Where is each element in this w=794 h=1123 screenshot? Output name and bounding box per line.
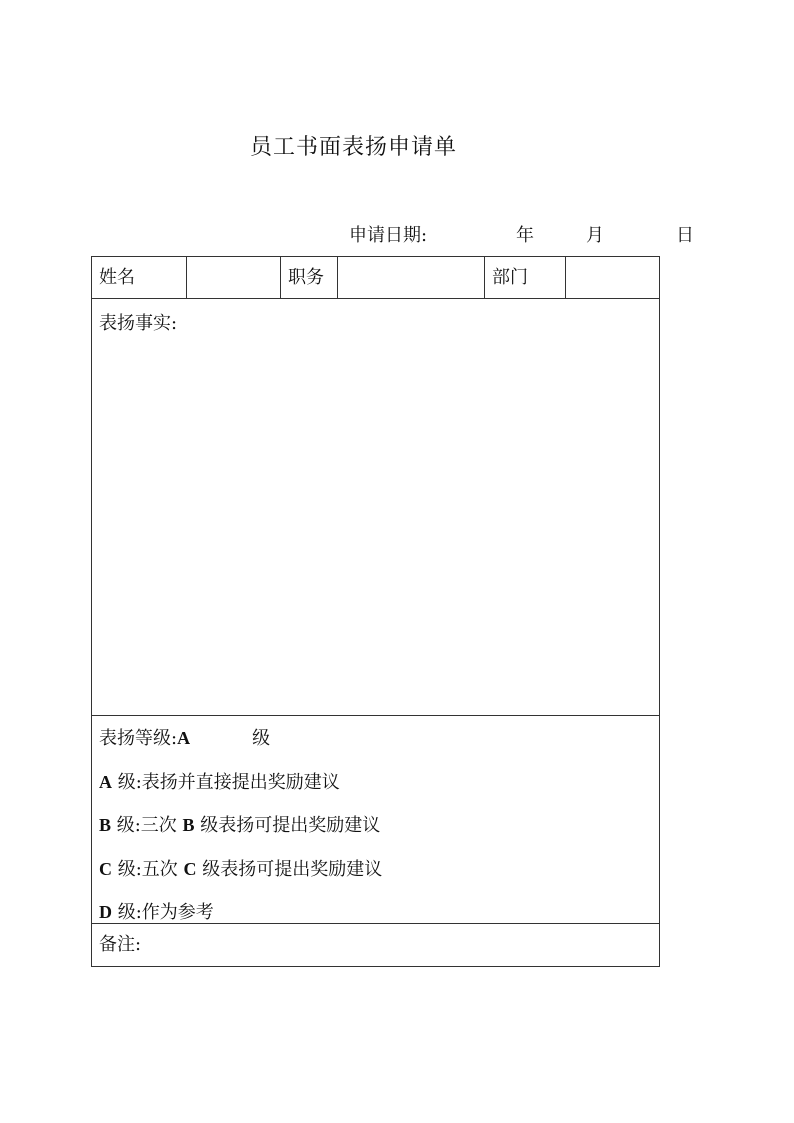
position-field[interactable] [338,257,485,298]
level-b-description: B 级:三次 B 级表扬可提出奖励建议 [99,815,381,836]
commendation-levels [92,716,659,924]
department-label: 部门 [485,257,566,298]
level-selection [99,724,652,768]
commendation-form [91,256,660,967]
month-label: 月 [586,225,604,246]
level-c-description: C 级:五次 C 级表扬可提出奖励建议 [99,858,383,880]
level-suffix: 级 [252,728,271,749]
facts-label: 表扬事实: [99,313,178,334]
day-label: 日 [676,225,694,246]
department-field[interactable] [566,257,659,298]
level-a-description: A 级:表扬并直接提出奖励建议 [99,771,340,793]
selected-level[interactable]: A [177,728,191,748]
level-label: 表扬等级: [99,728,178,749]
name-field[interactable] [187,257,281,298]
page-title: 员工书面表扬申请单 [250,135,458,160]
commendation-facts-field[interactable] [92,299,659,716]
employee-info-row [92,257,659,299]
position-label: 职务 [281,257,338,298]
date-label: 申请日期: [349,225,428,246]
year-label: 年 [516,225,534,246]
level-d-description: D 级:作为参考 [99,902,214,923]
notes-field[interactable] [92,924,659,966]
name-label: 姓名 [92,257,187,298]
notes-label: 备注: [99,934,142,955]
